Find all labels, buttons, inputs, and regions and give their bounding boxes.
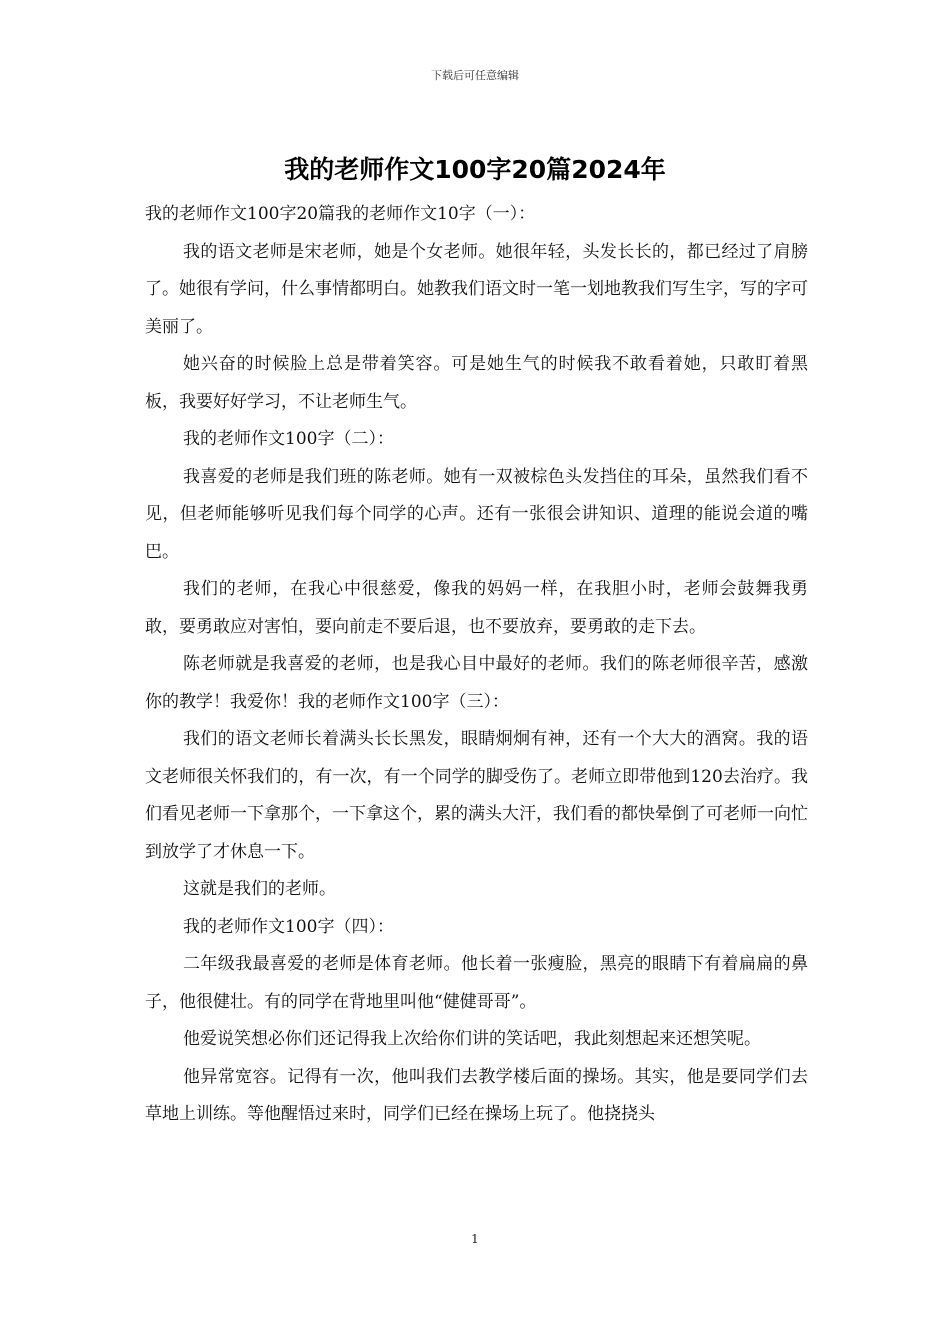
intro-line: 我的老师作文100字20篇我的老师作文10字（一）： [145,204,536,224]
paragraph: 我的语文老师是宋老师，她是个女老师。她很年轻，头发长长的，都已经过了肩膀了。她很有学问，什么事情都明白。她教我们语文时一笔一划地教我们写生字，写的字可美丽了。 [145,241,808,337]
paragraph: 这就是我们的老师。 [183,879,336,899]
paragraph: 陈老师就是我喜爱的老师，也是我心目中最好的老师。我们的陈老师很辛苦，感激你的教学！我爱你！我的老师作文100字（三）： [145,654,808,712]
paragraph: 他异常宽容。记得有一次，他叫我们去教学楼后面的操场。其实，他是要同学们去草地上训练。等他醒悟过来时，同学们已经在操场上玩了。他挠挠头 [145,1066,808,1124]
paragraph: 二年级我最喜爱的老师是体育老师。他长着一张瘦脸，黑亮的眼睛下有着扁扁的鼻子，他很健壮。有的同学在背地里叫他“健健哥哥”。 [145,954,808,1012]
page-title: 我的老师作文100字20篇2024年 [284,155,666,184]
paragraph: 我喜爱的老师是我们班的陈老师。她有一双被棕色头发挡住的耳朵，虽然我们看不见，但老师能够听见我们每个同学的心声。还有一张很会讲知识、道理的能说会道的嘴巴。 [145,466,808,562]
paragraph: 她兴奋的时候脸上总是带着笑容。可是她生气的时候我不敢看着她，只敢盯着黑板，我要好好学习，不让老师生气。 [145,354,808,412]
page-number: 1 [471,1232,479,1246]
header-note: 下载后可任意编辑 [431,69,519,82]
article-body [145,196,808,1134]
section-heading: 我的老师作文100字（二）： [183,429,394,449]
paragraph: 他爱说笑想必你们还记得我上次给你们讲的笑话吧，我此刻想起来还想笑呢。 [183,1029,761,1049]
paragraph: 我们的老师，在我心中很慈爱，像我的妈妈一样，在我胆小时，老师会鼓舞我勇敢，要勇敢应对害怕，要向前走不要后退，也不要放弃，要勇敢的走下去。 [145,579,808,637]
paragraph: 我们的语文老师长着满头长长黑发，眼睛炯炯有神，还有一个大大的酒窝。我的语文老师很关怀我们的，有一次，有一个同学的脚受伤了。老师立即带他到120去治疗。我们看见老师一下拿那个，一下拿这个，累的满头大汗，我们看的都快晕倒了可老师一向忙到放学了才休息一下。 [145,729,808,862]
section-heading: 我的老师作文100字（四）： [183,916,394,937]
